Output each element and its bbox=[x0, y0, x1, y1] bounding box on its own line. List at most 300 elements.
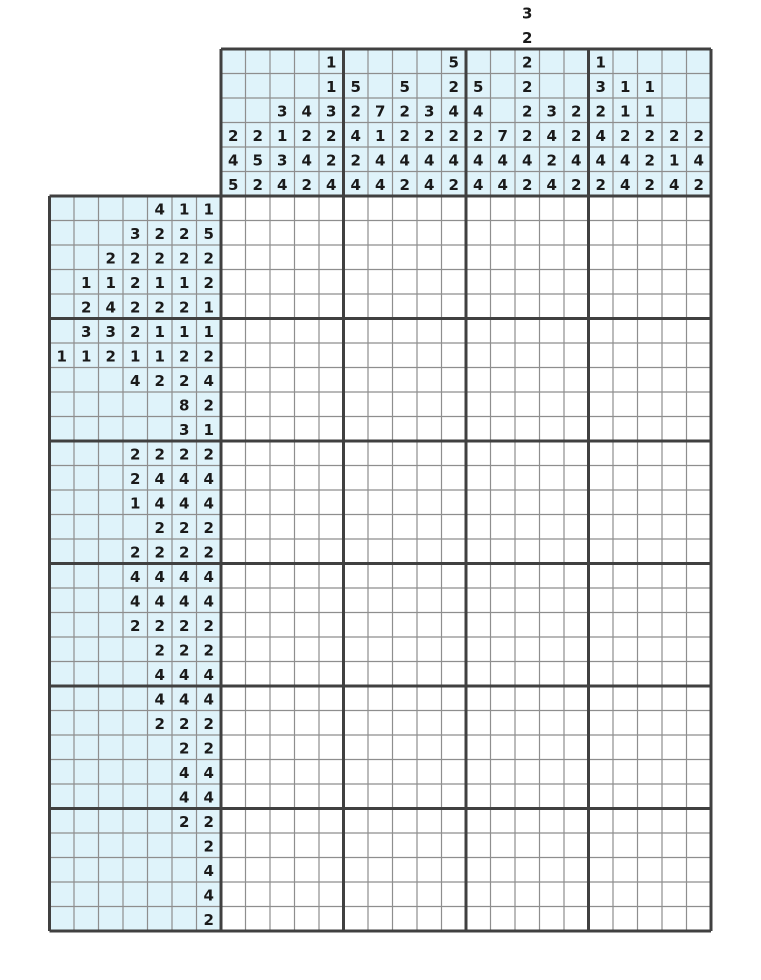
puzzle-cell[interactable] bbox=[638, 907, 663, 932]
puzzle-cell[interactable] bbox=[662, 319, 687, 344]
puzzle-cell[interactable] bbox=[319, 858, 344, 883]
puzzle-cell[interactable] bbox=[687, 245, 712, 270]
puzzle-cell[interactable] bbox=[393, 515, 418, 540]
puzzle-cell[interactable] bbox=[221, 221, 246, 246]
puzzle-cell[interactable] bbox=[491, 539, 516, 564]
puzzle-cell[interactable] bbox=[515, 760, 540, 785]
puzzle-cell[interactable] bbox=[466, 760, 491, 785]
puzzle-cell[interactable] bbox=[270, 368, 295, 393]
puzzle-cell[interactable] bbox=[246, 196, 271, 221]
puzzle-cell[interactable] bbox=[368, 882, 393, 907]
puzzle-cell[interactable] bbox=[613, 466, 638, 491]
puzzle-cell[interactable] bbox=[442, 294, 467, 319]
puzzle-cell[interactable] bbox=[442, 270, 467, 295]
puzzle-cell[interactable] bbox=[442, 392, 467, 417]
puzzle-cell[interactable] bbox=[442, 662, 467, 687]
puzzle-cell[interactable] bbox=[589, 294, 614, 319]
puzzle-cell[interactable] bbox=[687, 466, 712, 491]
puzzle-cell[interactable] bbox=[368, 368, 393, 393]
puzzle-cell[interactable] bbox=[319, 613, 344, 638]
puzzle-cell[interactable] bbox=[221, 392, 246, 417]
puzzle-cell[interactable] bbox=[466, 613, 491, 638]
puzzle-cell[interactable] bbox=[319, 882, 344, 907]
puzzle-cell[interactable] bbox=[295, 564, 320, 589]
puzzle-cell[interactable] bbox=[687, 809, 712, 834]
puzzle-cell[interactable] bbox=[393, 637, 418, 662]
puzzle-cell[interactable] bbox=[442, 539, 467, 564]
puzzle-cell[interactable] bbox=[613, 221, 638, 246]
puzzle-cell[interactable] bbox=[491, 564, 516, 589]
puzzle-cell[interactable] bbox=[246, 417, 271, 442]
puzzle-cell[interactable] bbox=[319, 343, 344, 368]
puzzle-cell[interactable] bbox=[466, 711, 491, 736]
puzzle-cell[interactable] bbox=[589, 858, 614, 883]
puzzle-cell[interactable] bbox=[564, 245, 589, 270]
puzzle-cell[interactable] bbox=[442, 441, 467, 466]
puzzle-cell[interactable] bbox=[491, 662, 516, 687]
puzzle-cell[interactable] bbox=[662, 662, 687, 687]
puzzle-cell[interactable] bbox=[638, 858, 663, 883]
puzzle-cell[interactable] bbox=[540, 784, 565, 809]
puzzle-cell[interactable] bbox=[221, 294, 246, 319]
puzzle-cell[interactable] bbox=[589, 637, 614, 662]
puzzle-cell[interactable] bbox=[687, 515, 712, 540]
puzzle-cell[interactable] bbox=[368, 588, 393, 613]
puzzle-cell[interactable] bbox=[589, 441, 614, 466]
puzzle-cell[interactable] bbox=[295, 490, 320, 515]
puzzle-cell[interactable] bbox=[540, 711, 565, 736]
puzzle-cell[interactable] bbox=[417, 907, 442, 932]
puzzle-cell[interactable] bbox=[540, 294, 565, 319]
puzzle-cell[interactable] bbox=[417, 833, 442, 858]
puzzle-cell[interactable] bbox=[515, 319, 540, 344]
puzzle-cell[interactable] bbox=[564, 294, 589, 319]
puzzle-cell[interactable] bbox=[564, 588, 589, 613]
puzzle-cell[interactable] bbox=[270, 417, 295, 442]
puzzle-cell[interactable] bbox=[319, 686, 344, 711]
puzzle-cell[interactable] bbox=[417, 245, 442, 270]
puzzle-cell[interactable] bbox=[442, 711, 467, 736]
puzzle-cell[interactable] bbox=[319, 907, 344, 932]
puzzle-cell[interactable] bbox=[295, 637, 320, 662]
puzzle-cell[interactable] bbox=[540, 637, 565, 662]
puzzle-cell[interactable] bbox=[442, 833, 467, 858]
puzzle-cell[interactable] bbox=[662, 490, 687, 515]
puzzle-cell[interactable] bbox=[491, 686, 516, 711]
puzzle-cell[interactable] bbox=[393, 809, 418, 834]
puzzle-cell[interactable] bbox=[662, 368, 687, 393]
puzzle-cell[interactable] bbox=[221, 270, 246, 295]
puzzle-cell[interactable] bbox=[540, 686, 565, 711]
puzzle-cell[interactable] bbox=[221, 343, 246, 368]
puzzle-cell[interactable] bbox=[687, 490, 712, 515]
puzzle-cell[interactable] bbox=[491, 613, 516, 638]
puzzle-cell[interactable] bbox=[589, 564, 614, 589]
puzzle-cell[interactable] bbox=[393, 368, 418, 393]
puzzle-cell[interactable] bbox=[344, 368, 369, 393]
puzzle-cell[interactable] bbox=[589, 466, 614, 491]
puzzle-cell[interactable] bbox=[638, 760, 663, 785]
puzzle-cell[interactable] bbox=[344, 417, 369, 442]
puzzle-cell[interactable] bbox=[662, 392, 687, 417]
puzzle-cell[interactable] bbox=[344, 833, 369, 858]
puzzle-cell[interactable] bbox=[540, 662, 565, 687]
puzzle-cell[interactable] bbox=[270, 760, 295, 785]
puzzle-cell[interactable] bbox=[515, 735, 540, 760]
puzzle-cell[interactable] bbox=[613, 294, 638, 319]
puzzle-cell[interactable] bbox=[638, 784, 663, 809]
puzzle-cell[interactable] bbox=[417, 368, 442, 393]
puzzle-cell[interactable] bbox=[246, 686, 271, 711]
puzzle-cell[interactable] bbox=[613, 833, 638, 858]
puzzle-cell[interactable] bbox=[589, 613, 614, 638]
puzzle-cell[interactable] bbox=[393, 735, 418, 760]
puzzle-cell[interactable] bbox=[344, 319, 369, 344]
puzzle-cell[interactable] bbox=[442, 686, 467, 711]
puzzle-cell[interactable] bbox=[270, 539, 295, 564]
puzzle-cell[interactable] bbox=[270, 221, 295, 246]
puzzle-cell[interactable] bbox=[466, 907, 491, 932]
puzzle-cell[interactable] bbox=[613, 245, 638, 270]
puzzle-cell[interactable] bbox=[638, 588, 663, 613]
puzzle-cell[interactable] bbox=[344, 907, 369, 932]
puzzle-cell[interactable] bbox=[491, 392, 516, 417]
puzzle-cell[interactable] bbox=[442, 564, 467, 589]
puzzle-cell[interactable] bbox=[442, 515, 467, 540]
puzzle-cell[interactable] bbox=[393, 441, 418, 466]
puzzle-cell[interactable] bbox=[687, 833, 712, 858]
puzzle-cell[interactable] bbox=[295, 515, 320, 540]
puzzle-cell[interactable] bbox=[270, 882, 295, 907]
puzzle-cell[interactable] bbox=[368, 441, 393, 466]
puzzle-cell[interactable] bbox=[368, 466, 393, 491]
puzzle-cell[interactable] bbox=[589, 882, 614, 907]
puzzle-cell[interactable] bbox=[319, 466, 344, 491]
puzzle-cell[interactable] bbox=[344, 221, 369, 246]
puzzle-cell[interactable] bbox=[589, 319, 614, 344]
puzzle-cell[interactable] bbox=[466, 662, 491, 687]
puzzle-cell[interactable] bbox=[270, 515, 295, 540]
puzzle-cell[interactable] bbox=[295, 686, 320, 711]
puzzle-cell[interactable] bbox=[491, 417, 516, 442]
puzzle-cell[interactable] bbox=[368, 564, 393, 589]
puzzle-cell[interactable] bbox=[344, 343, 369, 368]
puzzle-cell[interactable] bbox=[221, 588, 246, 613]
puzzle-cell[interactable] bbox=[564, 221, 589, 246]
puzzle-cell[interactable] bbox=[662, 515, 687, 540]
puzzle-cell[interactable] bbox=[417, 784, 442, 809]
puzzle-cell[interactable] bbox=[466, 319, 491, 344]
puzzle-cell[interactable] bbox=[246, 221, 271, 246]
puzzle-cell[interactable] bbox=[613, 539, 638, 564]
puzzle-cell[interactable] bbox=[246, 588, 271, 613]
puzzle-cell[interactable] bbox=[295, 588, 320, 613]
puzzle-cell[interactable] bbox=[687, 294, 712, 319]
puzzle-cell[interactable] bbox=[589, 760, 614, 785]
puzzle-cell[interactable] bbox=[246, 270, 271, 295]
puzzle-cell[interactable] bbox=[638, 809, 663, 834]
puzzle-cell[interactable] bbox=[417, 417, 442, 442]
puzzle-cell[interactable] bbox=[564, 637, 589, 662]
puzzle-cell[interactable] bbox=[295, 907, 320, 932]
puzzle-cell[interactable] bbox=[417, 760, 442, 785]
puzzle-cell[interactable] bbox=[393, 343, 418, 368]
puzzle-cell[interactable] bbox=[442, 735, 467, 760]
puzzle-cell[interactable] bbox=[393, 907, 418, 932]
puzzle-cell[interactable] bbox=[319, 245, 344, 270]
puzzle-cell[interactable] bbox=[442, 613, 467, 638]
puzzle-cell[interactable] bbox=[393, 466, 418, 491]
puzzle-cell[interactable] bbox=[344, 294, 369, 319]
puzzle-cell[interactable] bbox=[613, 270, 638, 295]
puzzle-cell[interactable] bbox=[687, 760, 712, 785]
puzzle-cell[interactable] bbox=[221, 441, 246, 466]
puzzle-cell[interactable] bbox=[540, 441, 565, 466]
puzzle-cell[interactable] bbox=[221, 858, 246, 883]
puzzle-cell[interactable] bbox=[662, 294, 687, 319]
puzzle-cell[interactable] bbox=[564, 515, 589, 540]
puzzle-cell[interactable] bbox=[613, 686, 638, 711]
puzzle-cell[interactable] bbox=[221, 466, 246, 491]
puzzle-cell[interactable] bbox=[246, 613, 271, 638]
puzzle-cell[interactable] bbox=[319, 760, 344, 785]
puzzle-cell[interactable] bbox=[491, 588, 516, 613]
puzzle-cell[interactable] bbox=[638, 441, 663, 466]
puzzle-cell[interactable] bbox=[368, 711, 393, 736]
puzzle-cell[interactable] bbox=[466, 588, 491, 613]
puzzle-cell[interactable] bbox=[638, 368, 663, 393]
puzzle-cell[interactable] bbox=[344, 196, 369, 221]
puzzle-cell[interactable] bbox=[270, 245, 295, 270]
puzzle-cell[interactable] bbox=[564, 882, 589, 907]
puzzle-cell[interactable] bbox=[393, 711, 418, 736]
puzzle-cell[interactable] bbox=[613, 907, 638, 932]
puzzle-cell[interactable] bbox=[515, 294, 540, 319]
puzzle-cell[interactable] bbox=[417, 735, 442, 760]
puzzle-cell[interactable] bbox=[491, 368, 516, 393]
puzzle-cell[interactable] bbox=[442, 907, 467, 932]
puzzle-cell[interactable] bbox=[344, 490, 369, 515]
puzzle-cell[interactable] bbox=[221, 319, 246, 344]
puzzle-cell[interactable] bbox=[515, 368, 540, 393]
puzzle-cell[interactable] bbox=[638, 711, 663, 736]
puzzle-cell[interactable] bbox=[319, 588, 344, 613]
puzzle-cell[interactable] bbox=[393, 490, 418, 515]
puzzle-cell[interactable] bbox=[393, 613, 418, 638]
puzzle-cell[interactable] bbox=[344, 466, 369, 491]
puzzle-cell[interactable] bbox=[368, 760, 393, 785]
puzzle-cell[interactable] bbox=[295, 441, 320, 466]
puzzle-cell[interactable] bbox=[319, 270, 344, 295]
puzzle-cell[interactable] bbox=[319, 711, 344, 736]
puzzle-cell[interactable] bbox=[515, 221, 540, 246]
puzzle-cell[interactable] bbox=[466, 686, 491, 711]
puzzle-cell[interactable] bbox=[564, 441, 589, 466]
puzzle-cell[interactable] bbox=[246, 490, 271, 515]
puzzle-cell[interactable] bbox=[638, 294, 663, 319]
puzzle-cell[interactable] bbox=[344, 882, 369, 907]
puzzle-cell[interactable] bbox=[540, 564, 565, 589]
puzzle-cell[interactable] bbox=[270, 294, 295, 319]
puzzle-cell[interactable] bbox=[393, 784, 418, 809]
puzzle-cell[interactable] bbox=[393, 270, 418, 295]
puzzle-cell[interactable] bbox=[515, 637, 540, 662]
puzzle-cell[interactable] bbox=[221, 735, 246, 760]
puzzle-cell[interactable] bbox=[515, 784, 540, 809]
puzzle-cell[interactable] bbox=[589, 196, 614, 221]
puzzle-cell[interactable] bbox=[270, 662, 295, 687]
puzzle-cell[interactable] bbox=[491, 196, 516, 221]
puzzle-cell[interactable] bbox=[466, 270, 491, 295]
puzzle-cell[interactable] bbox=[368, 809, 393, 834]
puzzle-cell[interactable] bbox=[687, 441, 712, 466]
puzzle-cell[interactable] bbox=[687, 319, 712, 344]
puzzle-cell[interactable] bbox=[662, 882, 687, 907]
puzzle-cell[interactable] bbox=[368, 196, 393, 221]
puzzle-cell[interactable] bbox=[564, 711, 589, 736]
puzzle-cell[interactable] bbox=[417, 662, 442, 687]
puzzle-cell[interactable] bbox=[540, 613, 565, 638]
puzzle-cell[interactable] bbox=[417, 441, 442, 466]
puzzle-cell[interactable] bbox=[221, 637, 246, 662]
puzzle-cell[interactable] bbox=[687, 735, 712, 760]
puzzle-cell[interactable] bbox=[687, 417, 712, 442]
puzzle-cell[interactable] bbox=[515, 613, 540, 638]
puzzle-cell[interactable] bbox=[368, 637, 393, 662]
puzzle-cell[interactable] bbox=[393, 858, 418, 883]
puzzle-cell[interactable] bbox=[564, 539, 589, 564]
puzzle-cell[interactable] bbox=[613, 515, 638, 540]
puzzle-cell[interactable] bbox=[246, 784, 271, 809]
puzzle-cell[interactable] bbox=[589, 343, 614, 368]
puzzle-cell[interactable] bbox=[466, 515, 491, 540]
puzzle-cell[interactable] bbox=[319, 515, 344, 540]
puzzle-cell[interactable] bbox=[270, 196, 295, 221]
puzzle-cell[interactable] bbox=[466, 858, 491, 883]
puzzle-cell[interactable] bbox=[221, 833, 246, 858]
puzzle-cell[interactable] bbox=[295, 858, 320, 883]
puzzle-cell[interactable] bbox=[662, 711, 687, 736]
puzzle-cell[interactable] bbox=[613, 760, 638, 785]
puzzle-cell[interactable] bbox=[515, 343, 540, 368]
puzzle-cell[interactable] bbox=[662, 833, 687, 858]
puzzle-cell[interactable] bbox=[466, 833, 491, 858]
puzzle-cell[interactable] bbox=[344, 735, 369, 760]
puzzle-cell[interactable] bbox=[515, 196, 540, 221]
puzzle-cell[interactable] bbox=[393, 662, 418, 687]
puzzle-cell[interactable] bbox=[589, 270, 614, 295]
puzzle-cell[interactable] bbox=[589, 662, 614, 687]
puzzle-cell[interactable] bbox=[466, 343, 491, 368]
puzzle-cell[interactable] bbox=[246, 858, 271, 883]
puzzle-cell[interactable] bbox=[246, 343, 271, 368]
puzzle-cell[interactable] bbox=[540, 343, 565, 368]
puzzle-cell[interactable] bbox=[295, 882, 320, 907]
puzzle-cell[interactable] bbox=[540, 858, 565, 883]
puzzle-cell[interactable] bbox=[540, 368, 565, 393]
puzzle-cell[interactable] bbox=[368, 858, 393, 883]
puzzle-cell[interactable] bbox=[466, 564, 491, 589]
puzzle-cell[interactable] bbox=[515, 686, 540, 711]
puzzle-cell[interactable] bbox=[319, 833, 344, 858]
puzzle-cell[interactable] bbox=[221, 662, 246, 687]
puzzle-cell[interactable] bbox=[564, 613, 589, 638]
puzzle-cell[interactable] bbox=[540, 319, 565, 344]
puzzle-cell[interactable] bbox=[393, 564, 418, 589]
puzzle-cell[interactable] bbox=[442, 588, 467, 613]
puzzle-cell[interactable] bbox=[564, 343, 589, 368]
puzzle-cell[interactable] bbox=[687, 588, 712, 613]
puzzle-cell[interactable] bbox=[417, 613, 442, 638]
puzzle-cell[interactable] bbox=[270, 564, 295, 589]
puzzle-cell[interactable] bbox=[368, 735, 393, 760]
puzzle-cell[interactable] bbox=[491, 221, 516, 246]
puzzle-cell[interactable] bbox=[687, 613, 712, 638]
puzzle-cell[interactable] bbox=[613, 882, 638, 907]
puzzle-cell[interactable] bbox=[442, 221, 467, 246]
puzzle-cell[interactable] bbox=[270, 270, 295, 295]
puzzle-cell[interactable] bbox=[638, 735, 663, 760]
puzzle-cell[interactable] bbox=[466, 294, 491, 319]
puzzle-cell[interactable] bbox=[295, 539, 320, 564]
puzzle-cell[interactable] bbox=[491, 441, 516, 466]
puzzle-cell[interactable] bbox=[564, 319, 589, 344]
puzzle-cell[interactable] bbox=[687, 539, 712, 564]
puzzle-cell[interactable] bbox=[246, 564, 271, 589]
puzzle-cell[interactable] bbox=[442, 882, 467, 907]
puzzle-cell[interactable] bbox=[246, 392, 271, 417]
puzzle-cell[interactable] bbox=[368, 245, 393, 270]
puzzle-cell[interactable] bbox=[246, 809, 271, 834]
puzzle-cell[interactable] bbox=[344, 662, 369, 687]
puzzle-cell[interactable] bbox=[393, 245, 418, 270]
puzzle-cell[interactable] bbox=[687, 784, 712, 809]
puzzle-cell[interactable] bbox=[417, 515, 442, 540]
puzzle-cell[interactable] bbox=[466, 196, 491, 221]
puzzle-cell[interactable] bbox=[564, 784, 589, 809]
puzzle-cell[interactable] bbox=[246, 245, 271, 270]
puzzle-cell[interactable] bbox=[295, 735, 320, 760]
puzzle-cell[interactable] bbox=[295, 368, 320, 393]
puzzle-cell[interactable] bbox=[417, 858, 442, 883]
puzzle-cell[interactable] bbox=[270, 711, 295, 736]
puzzle-cell[interactable] bbox=[270, 392, 295, 417]
puzzle-cell[interactable] bbox=[393, 686, 418, 711]
puzzle-cell[interactable] bbox=[515, 490, 540, 515]
puzzle-cell[interactable] bbox=[564, 809, 589, 834]
puzzle-cell[interactable] bbox=[662, 539, 687, 564]
puzzle-cell[interactable] bbox=[687, 907, 712, 932]
puzzle-cell[interactable] bbox=[589, 539, 614, 564]
puzzle-cell[interactable] bbox=[638, 270, 663, 295]
puzzle-cell[interactable] bbox=[221, 539, 246, 564]
puzzle-cell[interactable] bbox=[491, 270, 516, 295]
puzzle-cell[interactable] bbox=[368, 343, 393, 368]
puzzle-cell[interactable] bbox=[368, 784, 393, 809]
puzzle-cell[interactable] bbox=[270, 588, 295, 613]
puzzle-cell[interactable] bbox=[417, 221, 442, 246]
puzzle-cell[interactable] bbox=[613, 711, 638, 736]
puzzle-cell[interactable] bbox=[368, 270, 393, 295]
puzzle-cell[interactable] bbox=[442, 417, 467, 442]
puzzle-cell[interactable] bbox=[344, 760, 369, 785]
puzzle-cell[interactable] bbox=[613, 588, 638, 613]
puzzle-cell[interactable] bbox=[589, 392, 614, 417]
puzzle-cell[interactable] bbox=[687, 196, 712, 221]
puzzle-cell[interactable] bbox=[613, 417, 638, 442]
puzzle-cell[interactable] bbox=[295, 221, 320, 246]
puzzle-cell[interactable] bbox=[246, 711, 271, 736]
